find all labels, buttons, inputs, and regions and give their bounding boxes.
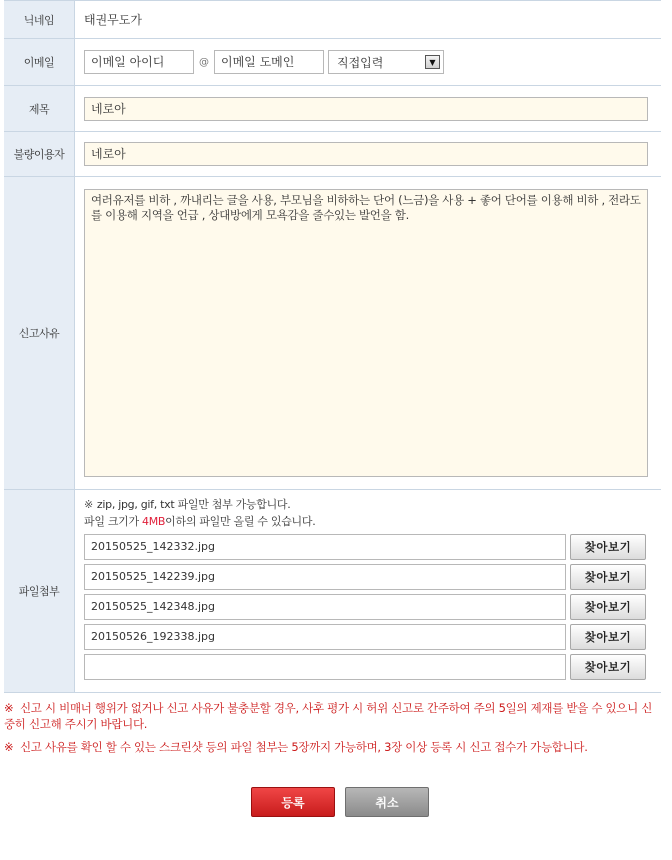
submit-button[interactable]: 등록 [251,787,335,817]
size-note-prefix: 파일 크기가 [84,515,143,528]
email-at-sign: @ [199,56,209,68]
bad-user-input[interactable]: 네로아 [84,142,648,166]
browse-button-5[interactable]: 찾아보기 [570,654,646,680]
file-input-2[interactable]: 20150525_142239.jpg [84,564,566,590]
warning-text-2: 신고 사유를 확인 할 수 있는 스크린샷 등의 파일 첨부는 5장까지 가능하며, 3장 이상 등록 시 신고 접수가 가능합니다. [20,740,588,754]
row-attachment [4,490,661,693]
browse-button-1[interactable]: 찾아보기 [570,534,646,560]
file-input-3[interactable]: 20150525_142348.jpg [84,594,566,620]
attachment-note-size [84,513,652,530]
email-id-input[interactable]: 이메일 아이디 [84,50,194,74]
email-domain-select-value: 직접입력 [337,55,384,70]
browse-button-3[interactable]: 찾아보기 [570,594,646,620]
reason-textarea[interactable]: 여러유저를 비하 , 까내리는 글을 사용, 부모님을 비하하는 단어 (느금)을 사용 + 좋어 단어를 이용해 비하 , 전라도를 이용해 지역을 언급 , 상대방에게 모욕감을 줄수있는 발언을 함. [84,189,648,477]
title-label: 제목 [4,86,75,131]
warning-text-1: 신고 시 비매너 행위가 없거나 신고 사유가 불충분할 경우, 사후 평가 시 허위 신고로 간주하여 주의 5일의 제재를 받을 수 있으니 신중히 신고해 주시기 바랍니다. [4,701,653,731]
email-label: 이메일 [4,39,75,85]
reason-cell [75,177,661,489]
email-domain-input[interactable]: 이메일 도메인 [214,50,324,74]
button-bar [0,787,672,817]
row-bad-user [4,132,661,177]
size-note-suffix: 이하의 파일만 올릴 수 있습니다. [165,515,316,528]
warning-false-report [4,700,659,732]
row-title [4,86,661,132]
row-reason [4,177,661,490]
file-row-1 [84,534,652,560]
file-input-1[interactable]: 20150525_142332.jpg [84,534,566,560]
browse-button-4[interactable]: 찾아보기 [570,624,646,650]
attachment-cell [75,490,661,692]
file-row-2 [84,564,652,590]
report-form [4,0,661,693]
dropdown-arrow-icon[interactable]: ▼ [425,55,440,69]
row-nickname [4,0,661,39]
title-input[interactable]: 네로아 [84,97,648,121]
cancel-button[interactable]: 취소 [345,787,429,817]
bad-user-cell [75,132,661,176]
warning-mark-icon: ※ [4,740,14,754]
file-row-4 [84,624,652,650]
warning-screenshot-limit [4,739,659,755]
bad-user-label: 불량이용자 [4,132,75,176]
file-row-3 [84,594,652,620]
email-cell [75,39,661,85]
reason-label: 신고사유 [4,177,75,489]
attachment-label: 파일첨부 [4,490,75,692]
title-cell [75,86,661,131]
nickname-label: 닉네임 [4,1,75,38]
warning-mark-icon: ※ [4,701,14,715]
attachment-types-text: zip, jpg, gif, txt 파일만 첨부 가능합니다. [96,498,291,511]
browse-button-2[interactable]: 찾아보기 [570,564,646,590]
note-mark-icon: ※ [84,498,93,511]
nickname-value: 태권무도가 [84,13,142,27]
email-domain-select[interactable] [328,50,444,74]
file-input-5[interactable] [84,654,566,680]
attachment-note-types [84,496,652,513]
file-row-5 [84,654,652,680]
file-input-4[interactable]: 20150526_192338.jpg [84,624,566,650]
size-limit: 4MB [142,515,166,528]
row-email [4,39,661,86]
